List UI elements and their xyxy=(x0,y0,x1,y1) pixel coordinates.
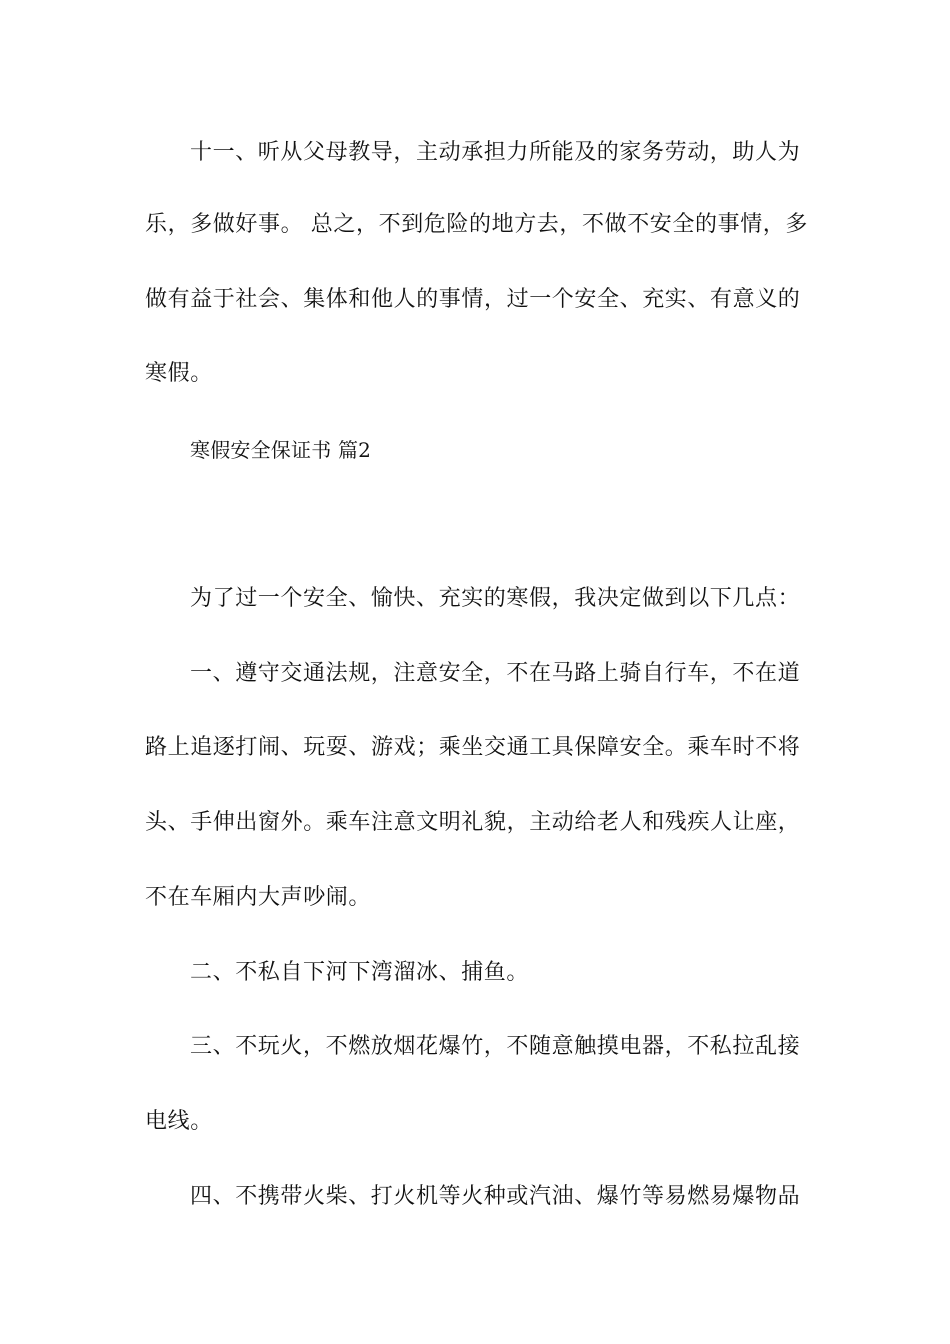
paragraph-line: 路上追逐打闹、玩耍、游戏；乘坐交通工具保障安全。乘车时不将 xyxy=(145,735,801,760)
section-heading: 寒假安全保证书 篇2 xyxy=(190,438,372,462)
paragraph-line: 不在车厢内大声吵闹。 xyxy=(145,885,372,910)
paragraph-line: 寒假。 xyxy=(145,361,213,386)
paragraph-line: 乐，多做好事。 总之，不到危险的地方去，不做不安全的事情，多 xyxy=(145,212,808,237)
paragraph-line: 二、不私自下河下湾溜冰、捕鱼。 xyxy=(190,960,530,985)
paragraph-line: 一、遵守交通法规，注意安全，不在马路上骑自行车，不在道 xyxy=(190,661,801,686)
paragraph-line: 十一、听从父母教导，主动承担力所能及的家务劳动，助人为 xyxy=(190,140,801,165)
paragraph-line: 三、不玩火，不燃放烟花爆竹，不随意触摸电器，不私拉乱接 xyxy=(190,1034,801,1059)
paragraph-line: 做有益于社会、集体和他人的事情，过一个安全、充实、有意义的 xyxy=(145,287,801,312)
paragraph-line: 头、手伸出窗外。乘车注意文明礼貌，主动给老人和残疾人让座， xyxy=(145,810,801,835)
paragraph-line: 为了过一个安全、愉快、充实的寒假，我决定做到以下几点： xyxy=(190,586,801,611)
paragraph-line: 四、不携带火柴、打火机等火种或汽油、爆竹等易燃易爆物品 xyxy=(190,1184,801,1209)
paragraph-line: 电线。 xyxy=(145,1109,213,1134)
